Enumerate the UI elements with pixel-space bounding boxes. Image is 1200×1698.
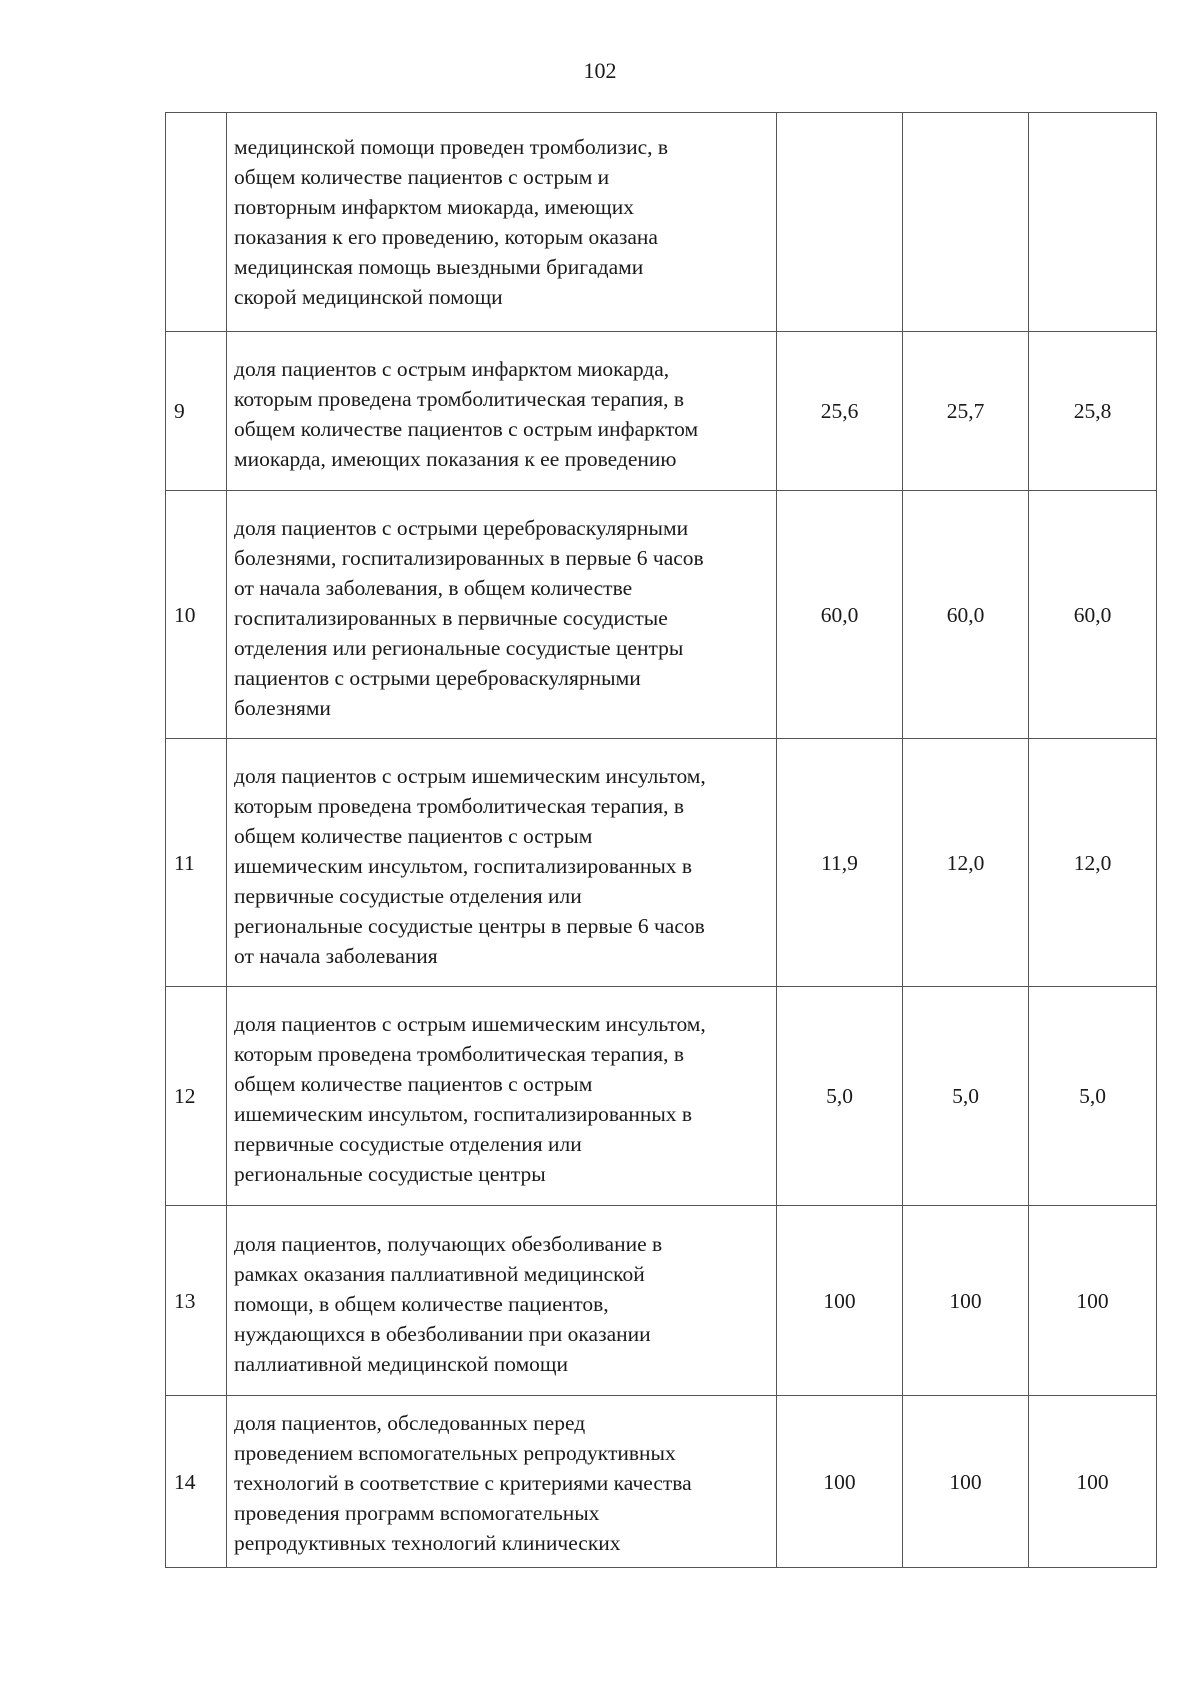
indicator-description: доля пациентов с острым ишемическим инсультом, которым проведена тромболитическая терапия, в общем количестве пациентов с острым ишемическим инсультом, госпитализированных в первичные сосудистые отделения или региональные сосудистые центры <box>234 1012 706 1186</box>
indicator-description-cell <box>227 987 777 1206</box>
value-cell-3: 100 <box>1029 1396 1157 1568</box>
value-cell-2 <box>903 113 1029 332</box>
indicator-description: доля пациентов с острыми цереброваскулярными болезнями, госпитализированных в первые 6 часов от начала заболевания, в общем количестве госпитализированных в первичные сосудистые отделения или региональные сосудистые центры пациентов с острыми цереброваскулярными болезнями <box>234 515 704 720</box>
value-cell-3: 12,0 <box>1029 739 1157 987</box>
value-cell-2: 60,0 <box>903 491 1029 739</box>
value-cell-1: 5,0 <box>777 987 903 1206</box>
value-cell-3: 25,8 <box>1029 332 1157 491</box>
indicators-table <box>165 112 1157 1568</box>
indicator-description-cell <box>227 491 777 739</box>
value-cell-3 <box>1029 113 1157 332</box>
value-cell-1: 25,6 <box>777 332 903 491</box>
indicator-description-cell <box>227 739 777 987</box>
indicator-description-cell <box>227 1206 777 1396</box>
indicator-description-cell <box>227 332 777 491</box>
indicator-description-cell <box>227 113 777 332</box>
table-row <box>166 113 1157 332</box>
table-row <box>166 987 1157 1206</box>
table-row <box>166 1206 1157 1396</box>
value-cell-1: 100 <box>777 1396 903 1568</box>
row-number-cell: 13 <box>166 1206 227 1396</box>
indicator-description-cell <box>227 1396 777 1568</box>
value-cell-3: 5,0 <box>1029 987 1157 1206</box>
indicator-description: доля пациентов, получающих обезболивание в рамках оказания паллиативной медицинской помощи, в общем количестве пациентов, нуждающихся в обезболивании при оказании паллиативной медицинской помощи <box>234 1231 663 1376</box>
value-cell-2: 100 <box>903 1396 1029 1568</box>
page-number: 102 <box>583 58 617 83</box>
row-number-cell: 11 <box>166 739 227 987</box>
indicator-description: доля пациентов с острым инфарктом миокарда, которым проведена тромболитическая терапия, в общем количестве пациентов с острым инфарктом миокарда, имеющих показания к ее проведению <box>234 357 699 471</box>
value-cell-1: 11,9 <box>777 739 903 987</box>
value-cell-2: 12,0 <box>903 739 1029 987</box>
row-number-cell: 10 <box>166 491 227 739</box>
table-row <box>166 1396 1157 1568</box>
table-row <box>166 491 1157 739</box>
table-row <box>166 332 1157 491</box>
value-cell-1: 100 <box>777 1206 903 1396</box>
indicator-description: доля пациентов, обследованных перед проведением вспомогательных репродуктивных технологий в соответствие с критериями качества проведения программ вспомогательных репродуктивных технологий клинических <box>234 1411 692 1555</box>
row-number-cell: 12 <box>166 987 227 1206</box>
indicator-description: медицинской помощи проведен тромболизис, в общем количестве пациентов с острым и повторным инфарктом миокарда, имеющих показания к его проведению, которым оказана медицинская помощь выездными бригадами скорой медицинской помощи <box>234 135 669 309</box>
indicator-description: доля пациентов с острым ишемическим инсультом, которым проведена тромболитическая терапия, в общем количестве пациентов с острым ишемическим инсультом, госпитализированных в первичные сосудистые отделения или региональные сосудистые центры в первые 6 часов от начала заболевания <box>234 763 706 968</box>
row-number-cell: 14 <box>166 1396 227 1568</box>
value-cell-2: 100 <box>903 1206 1029 1396</box>
value-cell-3: 60,0 <box>1029 491 1157 739</box>
row-number-cell: 9 <box>166 332 227 491</box>
value-cell-3: 100 <box>1029 1206 1157 1396</box>
row-number-cell <box>166 113 227 332</box>
value-cell-1: 60,0 <box>777 491 903 739</box>
value-cell-2: 5,0 <box>903 987 1029 1206</box>
value-cell-1 <box>777 113 903 332</box>
value-cell-2: 25,7 <box>903 332 1029 491</box>
table-row <box>166 739 1157 987</box>
